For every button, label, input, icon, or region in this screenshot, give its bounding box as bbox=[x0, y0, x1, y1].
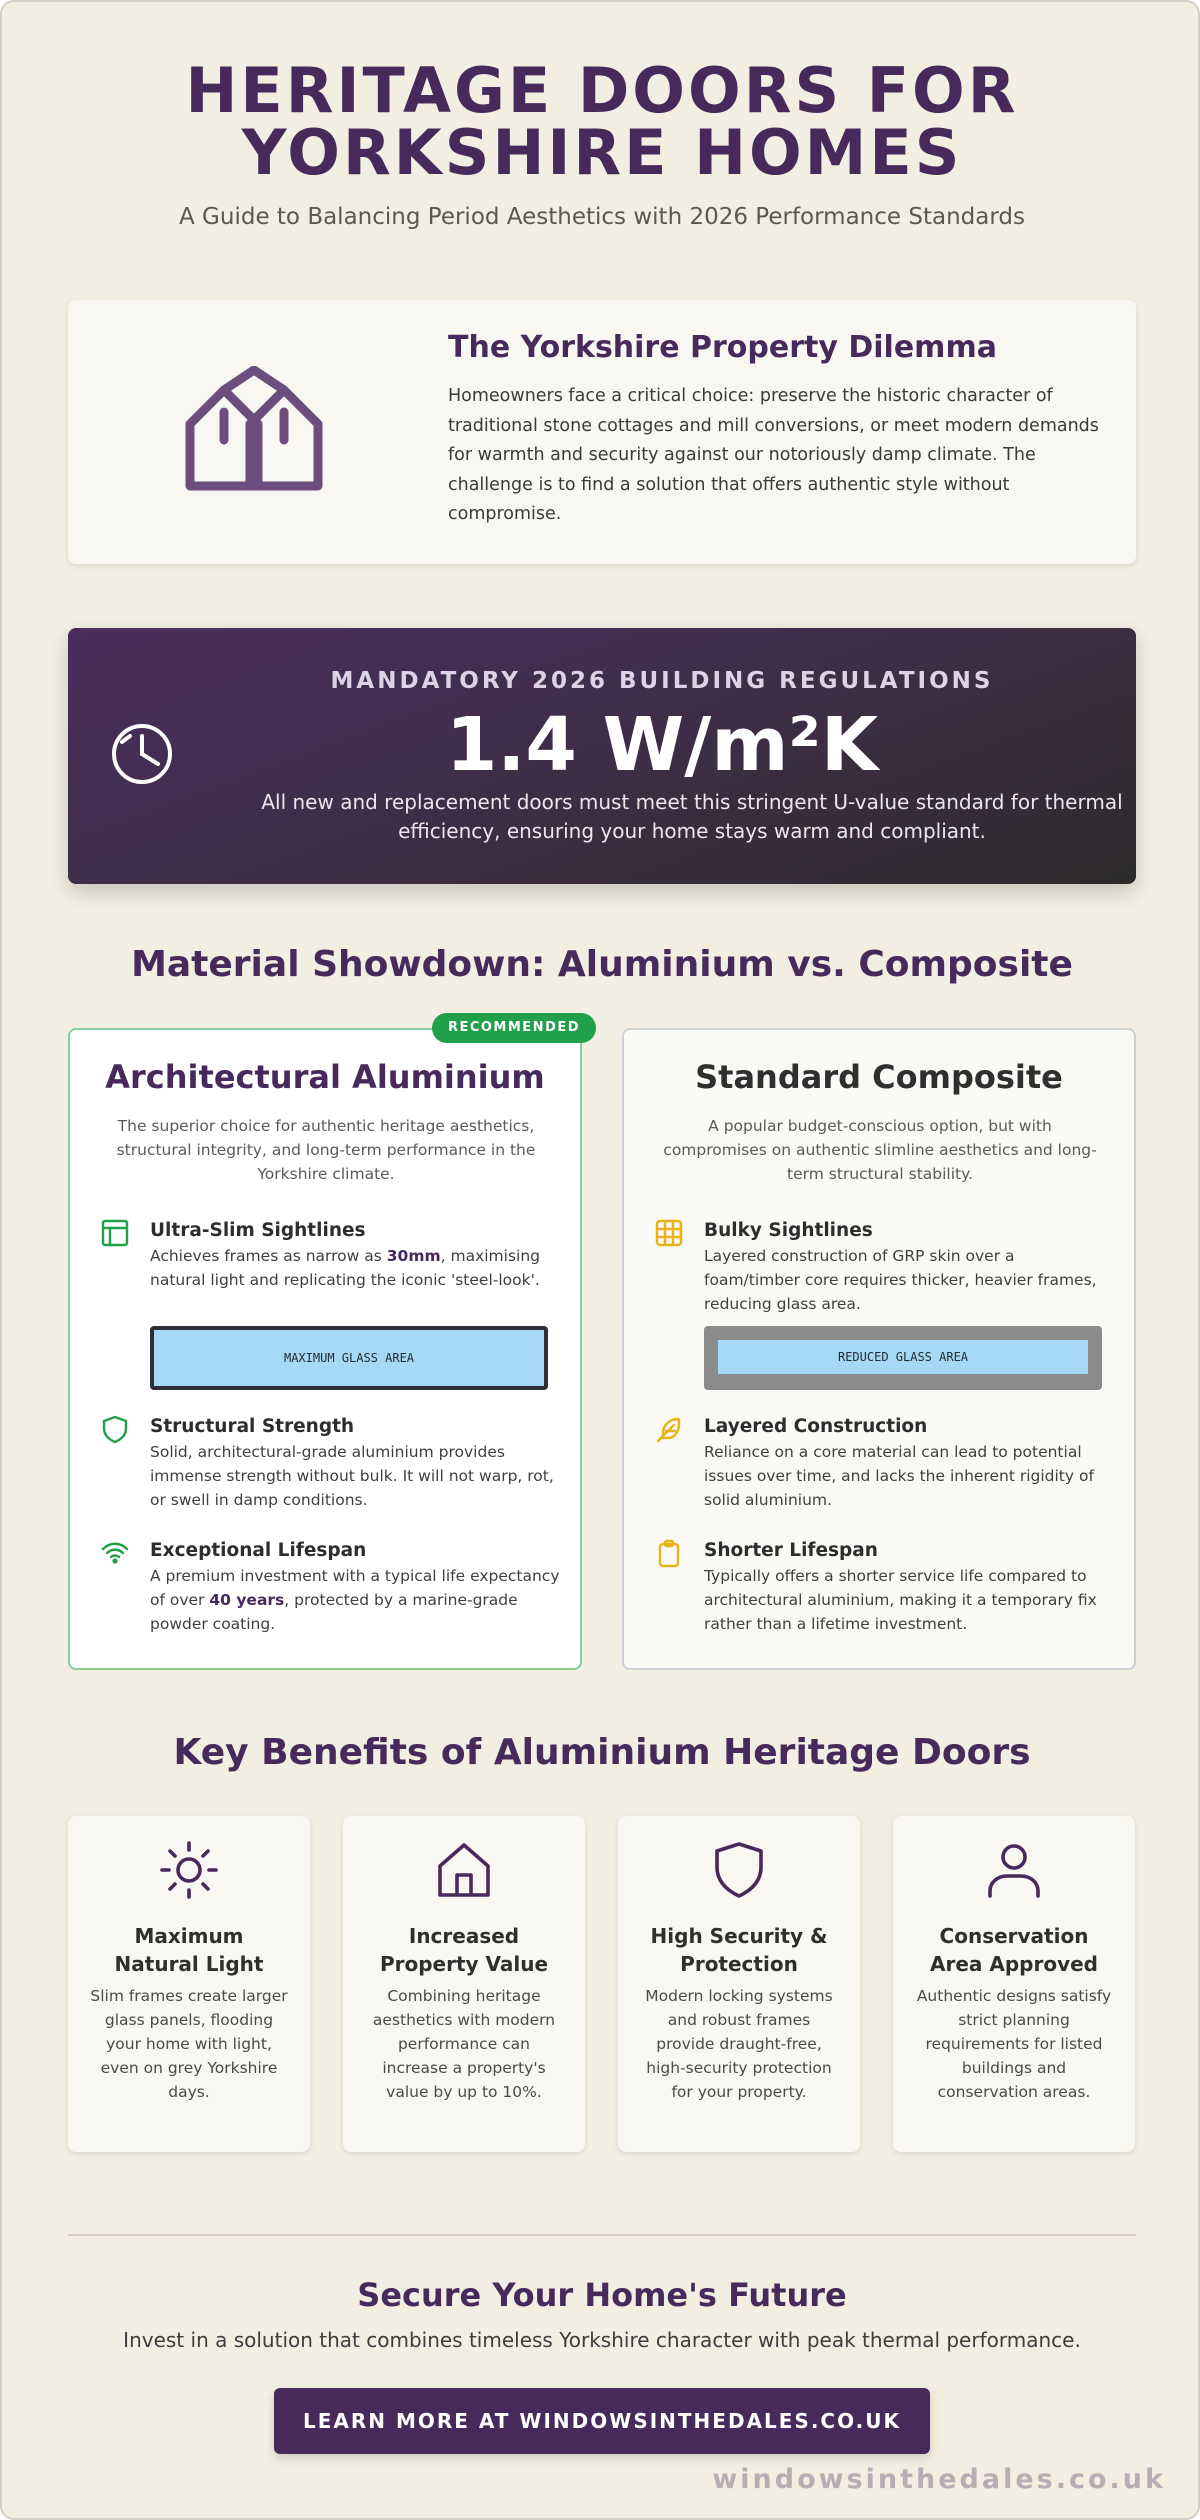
aluminium-lead: The superior choice for authentic heritage aesthetics, structural integrity, and long-term performance in the Yorkshire climate. bbox=[116, 1117, 536, 1183]
benefit-card-property-value bbox=[343, 1816, 585, 2152]
home-icon bbox=[434, 1840, 494, 1900]
watermark: windowsinthedales.co.uk bbox=[712, 2464, 1166, 2495]
aluminium-title: Architectural Aluminium bbox=[105, 1058, 545, 1096]
sun-icon bbox=[159, 1840, 219, 1900]
feature-highlight: 40 years bbox=[209, 1591, 285, 1609]
benefit-title: Maximum Natural Light bbox=[114, 1924, 264, 1976]
feature-shorter-lifespan bbox=[654, 1538, 1114, 1636]
page-subtitle: A Guide to Balancing Period Aesthetics with 2026 Performance Standards bbox=[179, 204, 1025, 230]
benefit-card-conservation bbox=[893, 1816, 1135, 2152]
feature-text: Solid, architectural-grade aluminium provides immense strength without bulk. It will not warp, rot, or swell in damp conditions. bbox=[150, 1443, 554, 1509]
feature-title: Bulky Sightlines bbox=[704, 1220, 873, 1241]
feature-layered-construction bbox=[654, 1414, 1114, 1512]
recommended-badge: RECOMMENDED bbox=[432, 1013, 596, 1043]
house-icon bbox=[184, 366, 324, 492]
benefit-text: Modern locking systems and robust frames provide draught-free, high-security protection for your property. bbox=[645, 1987, 833, 2101]
dilemma-title: The Yorkshire Property Dilemma bbox=[448, 330, 997, 365]
feature-title: Layered Construction bbox=[704, 1416, 928, 1437]
benefit-text: Combining heritage aesthetics with modern performance can increase a property's value by up to 10%. bbox=[372, 1987, 556, 2101]
benefit-title: High Security & Protection bbox=[650, 1924, 828, 1976]
regulation-banner bbox=[68, 628, 1136, 884]
feature-text: Achieves frames as narrow as 30mm, maximising natural light and replicating the iconic 'steel-look'. bbox=[150, 1247, 541, 1289]
shield-icon bbox=[100, 1414, 130, 1444]
glass-area-diagram: MAXIMUM GLASS AREA bbox=[150, 1326, 548, 1390]
feature-title: Exceptional Lifespan bbox=[150, 1540, 367, 1561]
footer-divider bbox=[68, 2234, 1136, 2236]
grid-icon bbox=[654, 1218, 684, 1248]
benefit-text: Slim frames create larger glass panels, flooding your home with light, even on grey Yorkshire days. bbox=[90, 1987, 288, 2101]
user-icon bbox=[984, 1840, 1044, 1900]
composite-title: Standard Composite bbox=[695, 1058, 1063, 1096]
composite-card bbox=[622, 1028, 1136, 1670]
feature-highlight: 30mm bbox=[386, 1247, 441, 1265]
cta-subtitle: Invest in a solution that combines timeless Yorkshire character with peak thermal performance. bbox=[123, 2328, 1081, 2352]
feature-text: Layered construction of GRP skin over a foam/timber core requires thicker, heavier frames, reducing glass area. bbox=[704, 1247, 1097, 1313]
regulation-value: 1.4 W/m²K bbox=[445, 702, 879, 788]
shield-icon bbox=[709, 1840, 769, 1900]
clipboard-icon bbox=[654, 1538, 684, 1568]
showdown-title: Material Showdown: Aluminium vs. Composite bbox=[131, 944, 1073, 985]
benefit-card-security bbox=[618, 1816, 860, 2152]
learn-more-button[interactable]: LEARN MORE AT WINDOWSINTHEDALES.CO.UK bbox=[274, 2388, 930, 2454]
glass-area-diagram bbox=[704, 1326, 1102, 1390]
feature-text: A premium investment with a typical life expectancy of over 40 years, protected by a marine-grade powder coating. bbox=[150, 1567, 560, 1633]
feature-bulky-sightlines bbox=[654, 1218, 1114, 1316]
title-line-1: HERITAGE DOORS FOR bbox=[185, 54, 1019, 127]
feather-icon bbox=[654, 1414, 684, 1444]
frame-icon bbox=[100, 1218, 130, 1248]
feature-ultra-slim bbox=[100, 1218, 560, 1292]
feature-structural-strength bbox=[100, 1414, 560, 1512]
feature-title: Ultra-Slim Sightlines bbox=[150, 1220, 366, 1241]
regulation-kicker: MANDATORY 2026 BUILDING REGULATIONS bbox=[330, 668, 994, 694]
dilemma-body: Homeowners face a critical choice: preserve the historic character of traditional stone cottages and mill conversions, or meet modern demands for warmth and security against our notoriously damp climate. The challenge is to find a solution that offers authentic style without compromise. bbox=[448, 386, 1099, 524]
benefits-title: Key Benefits of Aluminium Heritage Doors bbox=[173, 1732, 1031, 1773]
title-line-2: YORKSHIRE HOMES bbox=[241, 116, 963, 189]
page-title bbox=[2, 54, 1200, 189]
composite-lead: A popular budget-conscious option, but with compromises on authentic slimline aesthetics and long-term structural stability. bbox=[663, 1117, 1097, 1183]
dilemma-card bbox=[68, 300, 1136, 564]
benefit-title: Conservation Area Approved bbox=[930, 1924, 1098, 1976]
feature-text: Typically offers a shorter service life compared to architectural aluminium, making it a temporary fix rather than a lifetime investment. bbox=[704, 1567, 1097, 1633]
cta-title: Secure Your Home's Future bbox=[357, 2276, 847, 2314]
feature-text: Reliance on a core material can lead to potential issues over time, and lacks the inherent rigidity of solid aluminium. bbox=[704, 1443, 1094, 1509]
aluminium-card bbox=[68, 1028, 582, 1670]
benefit-text: Authentic designs satisfy strict planning requirements for listed buildings and conservation areas. bbox=[916, 1987, 1112, 2101]
wifi-icon bbox=[100, 1538, 130, 1568]
benefit-title: Increased Property Value bbox=[379, 1924, 549, 1976]
feature-exceptional-lifespan bbox=[100, 1538, 560, 1636]
benefit-card-natural-light bbox=[68, 1816, 310, 2152]
regulation-description: All new and replacement doors must meet this stringent U-value standard for thermal efficiency, ensuring your home stays warm and compliant. bbox=[261, 790, 1123, 843]
glass-area-label: REDUCED GLASS AREA bbox=[718, 1340, 1088, 1374]
feature-title: Shorter Lifespan bbox=[704, 1540, 878, 1561]
feature-title: Structural Strength bbox=[150, 1416, 355, 1437]
